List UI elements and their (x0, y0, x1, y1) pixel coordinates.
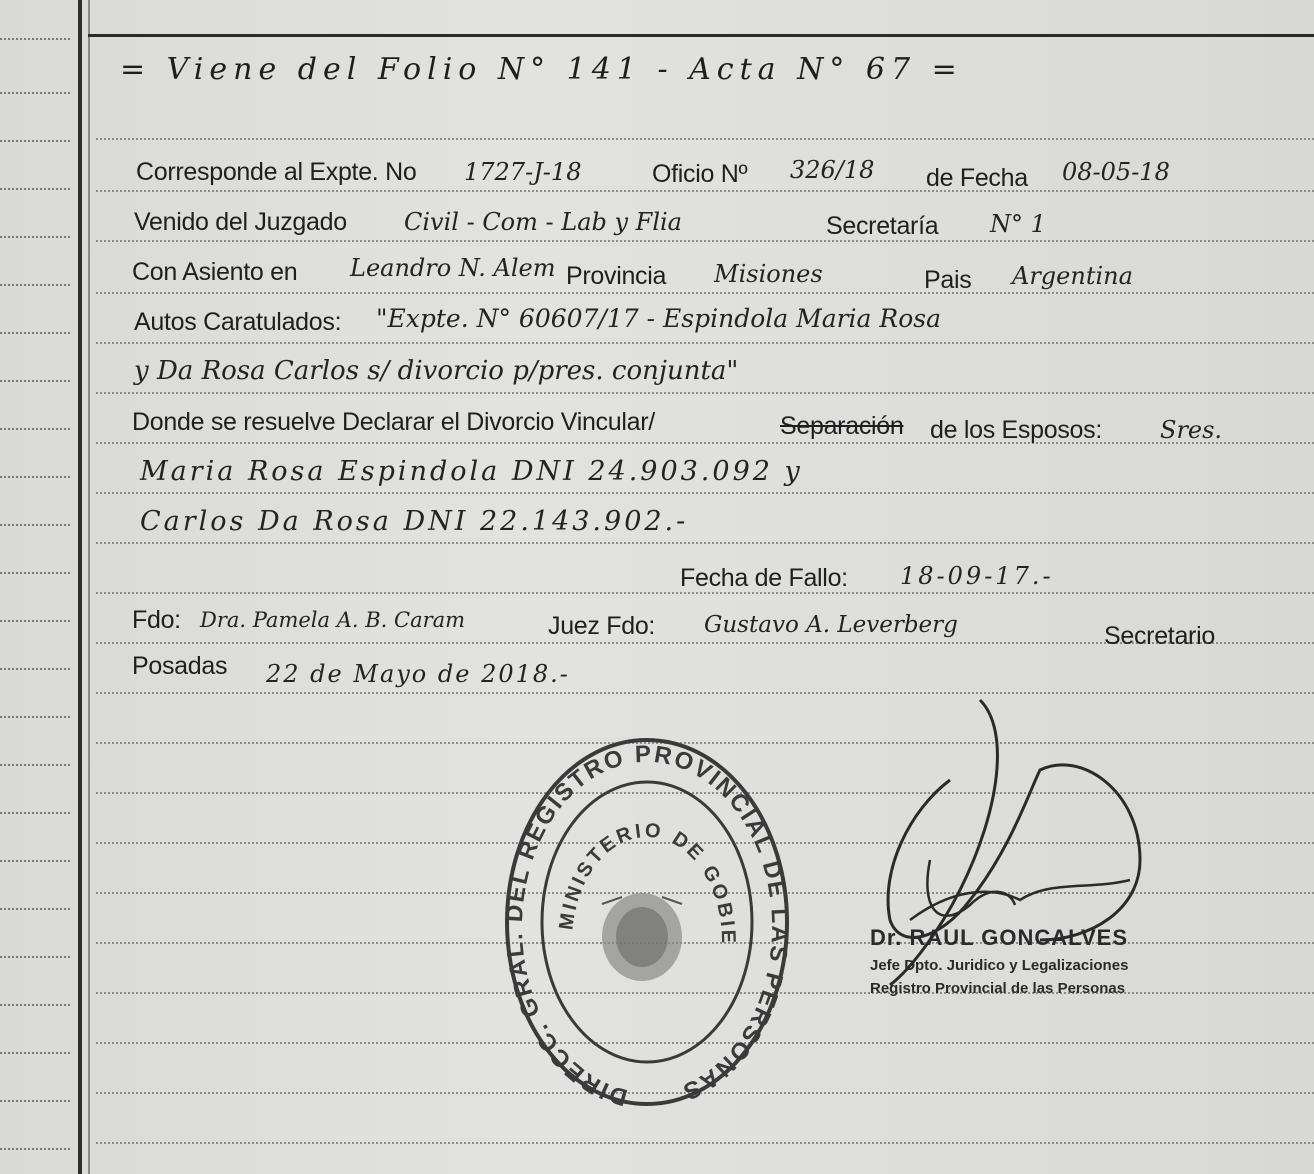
ruled-line (96, 342, 1314, 344)
official-stamp (502, 732, 792, 1112)
value-asiento: Leandro N. Alem (350, 254, 556, 282)
margin-rule (0, 236, 70, 238)
ruled-line (96, 138, 1314, 140)
margin-rule (0, 716, 70, 718)
top-rule (88, 34, 1314, 37)
value-autos-1: "Expte. N° 60607/17 - Espindola Maria Rosa (376, 304, 942, 333)
margin-divider (78, 0, 82, 1174)
label-asiento: Con Asiento en (132, 258, 298, 286)
stamp-outer-text: DIRECC. GRAL. DEL REGISTRO PROVINCIAL DE LAS PERSONAS (502, 740, 792, 1111)
signer-org: Registro Provincial de las Personas (870, 980, 1126, 997)
ruled-line (96, 392, 1314, 394)
label-oficio: Oficio Nº (652, 160, 748, 188)
left-margin (0, 0, 78, 1174)
margin-rule (0, 860, 70, 862)
margin-rule (0, 524, 70, 526)
spouse-2: Carlos Da Rosa DNI 22.143.902.- (140, 506, 689, 537)
label-fdo: Fdo: (132, 606, 181, 634)
value-oficio: 326/18 (790, 156, 875, 184)
value-pais: Argentina (1012, 262, 1133, 290)
ruled-line (96, 492, 1314, 494)
margin-rule (0, 572, 70, 574)
margin-rule (0, 92, 70, 94)
margin-rule (0, 188, 70, 190)
margin-rule (0, 476, 70, 478)
label-resuelve: Donde se resuelve Declarar el Divorcio Vincular/ (132, 408, 655, 436)
label-autos: Autos Caratulados: (134, 308, 342, 336)
margin-rule (0, 1100, 70, 1102)
label-pais: Pais (924, 266, 972, 294)
margin-rule (0, 812, 70, 814)
margin-rule (0, 332, 70, 334)
margin-rule (0, 1004, 70, 1006)
value-secretario: Gustavo A. Leverberg (704, 612, 958, 638)
value-secretaria: N° 1 (990, 210, 1046, 238)
label-juzgado: Venido del Juzgado (134, 208, 347, 236)
value-posadas-fecha: 22 de Mayo de 2018.- (266, 660, 570, 688)
value-fecha-fallo: 18-09-17.- (900, 562, 1054, 590)
ruled-line (96, 240, 1314, 242)
struck-separacion: Separación (780, 412, 904, 440)
label-secretaria: Secretaría (826, 212, 939, 240)
label-fecha: de Fecha (926, 164, 1028, 192)
ruled-line (96, 292, 1314, 294)
ruled-line (96, 542, 1314, 544)
margin-rule (0, 620, 70, 622)
value-juzgado: Civil - Com - Lab y Flia (404, 208, 682, 236)
spouse-1: Maria Rosa Espindola DNI 24.903.092 y (140, 456, 803, 487)
margin-rule (0, 956, 70, 958)
margin-rule (0, 668, 70, 670)
label-posadas: Posadas (132, 652, 228, 680)
value-autos-2: y Da Rosa Carlos s/ divorcio p/pres. conjunta" (134, 356, 739, 386)
value-fecha: 08-05-18 (1062, 158, 1170, 186)
margin-rule (0, 1148, 70, 1150)
margin-rule (0, 140, 70, 142)
stamp-seal-icon (502, 732, 792, 1112)
margin-rule (0, 380, 70, 382)
label-juez: Juez Fdo: (548, 612, 656, 640)
stamp-inner-text: MINISTERIO DE GOBIE (555, 819, 740, 947)
margin-rule (0, 38, 70, 40)
value-juez: Dra. Pamela A. B. Caram (200, 608, 466, 632)
margin-divider-thin (88, 0, 90, 1174)
margin-rule (0, 428, 70, 430)
label-fecha-fallo: Fecha de Fallo: (680, 564, 848, 592)
margin-rule (0, 284, 70, 286)
label-expte: Corresponde al Expte. No (136, 158, 417, 186)
ruled-line (96, 190, 1314, 192)
margin-rule (0, 1052, 70, 1054)
signer-name: Dr. RAUL GONCALVES (870, 925, 1128, 950)
label-esposos: de los Esposos: (930, 416, 1102, 444)
margin-rule (0, 908, 70, 910)
ruled-line (96, 442, 1314, 444)
ruled-line (96, 592, 1314, 594)
margin-rule (0, 764, 70, 766)
value-provincia: Misiones (714, 260, 823, 288)
ruled-line (96, 1142, 1314, 1144)
value-sres: Sres. (1160, 416, 1223, 444)
signature-block (870, 925, 1200, 997)
label-secretario: Secretario (1104, 622, 1215, 650)
signer-title: Jefe Dpto. Juridico y Legalizaciones (870, 957, 1129, 974)
label-provincia: Provincia (566, 262, 667, 290)
heading-handwritten: = Viene del Folio N° 141 - Acta N° 67 = (120, 52, 963, 87)
value-expte: 1727-J-18 (464, 158, 582, 186)
